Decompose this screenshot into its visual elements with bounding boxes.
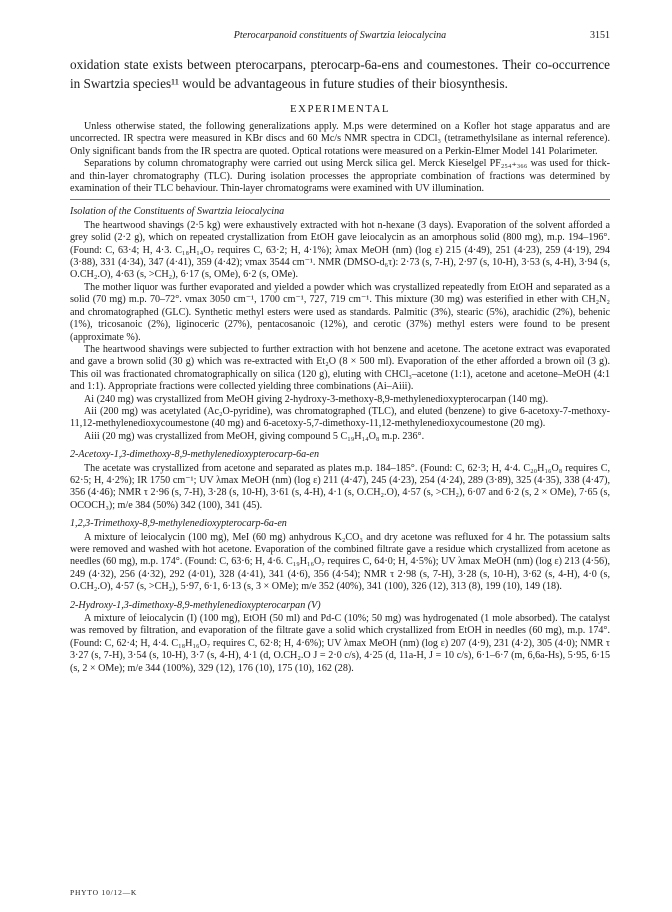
section-title-experimental: EXPERIMENTAL — [290, 103, 390, 115]
isolation-paragraph: Aiii (20 mg) was crystallized from MeOH, giving compound 5 C₁₉H₁₄O₈ m.p. 236°. — [84, 430, 425, 442]
compound-heading-acetate: 2-Acetoxy-1,3-dimethoxy-8,9-methylenedioxypterocarp-6a-en — [70, 449, 320, 461]
isolation-paragraph: Aii (200 mg) was acetylated (Ac₂O-pyridine), was chromatographed (TLC), and eluted (benzene) to give 6-acetoxy-7-methoxy-11,12-methylenedioxycoumestone (40 mg) and 6-acetoxy-5,7-dimethoxy-11,12-methylenedioxycoumestone (20 mg). — [70, 405, 610, 430]
footer-code: PHYTO 10/12—K — [70, 888, 138, 897]
compound-heading-pterocarpan: 2-Hydroxy-1,3-dimethoxy-8,9-methylenedioxypterocarpan (V) — [70, 599, 321, 611]
isolation-heading: Isolation of the Constituents of Swartzia leiocalycina — [70, 206, 285, 218]
journal-page — [70, 30, 610, 900]
page-number: 3151 — [590, 30, 610, 41]
running-title: Pterocarpanoid constituents of Swartzia leiocalycina — [233, 30, 447, 41]
separations-paragraph: Separations by column chromatography were carried out using Merck silica gel. Merck Kieselgel PF₂₅₄₊₃₆₆ was used for thick- and thin-layer chromatography (TLC). During isolation processes the appropriate combination of fractions was determined by examination of their TLC behaviour. Thin-layer chromatograms were examined with UV illumination. — [70, 158, 610, 195]
intro-paragraph: oxidation state exists between pterocarpans, pterocarp-6a-ens and coumestones. Their co-occurrence in Swartzia species¹¹ would be advantageous in future studies of their biosynthesis. — [70, 57, 610, 91]
compound-paragraph-pterocarpan: A mixture of leiocalycin (I) (100 mg), EtOH (50 ml) and Pd-C (10%; 50 mg) was hydrogenated (1 mole absorbed). The catalyst was removed by filtration, and evaporation of the filtrate gave a solid which crystallized from EtOH in needles (60 mg), m.p. 174°. (Found: C, 62·4; H, 4·4. C₁₈H₁₆O₇ requires C, 62·8; H, 4·6%); UV λmax MeOH (nm) (log ε) 207 (4·9), 231 (4·2), 305 (4·0); NMR τ 3·27 (s, 7-H), 3·54 (s, 10-H), 3·7 (s, 4-H), 4·1 (d, O.CH₂.O J = 2·0 c/s), 4·25 (d, 11a-H, J = 10 c/s), 6·1–6·7 (m, 6,6a-Hs), 5·95, 6·15 (s, 2 × OMe); m/e 344 (100%), 329 (12), 176 (10), 175 (10), 162 (28). — [70, 613, 610, 674]
isolation-paragraph: The mother liquor was further evaporated and yielded a powder which was crystallized repeatedly from EtOH and separated as a solid (70 mg) m.p. 70–72°. νmax 3050 cm⁻¹, 1700 cm⁻¹, 727, 719 cm⁻¹. This mixture (30 mg) was esterified in ether with CH₂N₂ and chromatographed (GLC). Synthetic methyl esters were used as standards. Palmitic (3%), stearic (5%), arachidic (2%), behenic (1%), tricosanoic (2%), liginoceric (27%), pentacosanoic (12%), and cerotic (37%) methyl esters were found to be present (approximate %). — [70, 281, 610, 343]
isolation-paragraph: Ai (240 mg) was crystallized from MeOH giving 2-hydroxy-3-methoxy-8,9-methylenedioxypterocarpan (140 mg). — [84, 393, 549, 405]
general-methods-paragraph: Unless otherwise stated, the following generalizations apply. M.ps were determined on a Kofler hot stage apparatus and are uncorrected. IR spectra were measured in KBr discs and 60 Mc/s NMR spectra in CDCl₃ (tetramethylsilane as internal reference). Only significant bands from the IR spectra are quoted. Optical rotations were measured on a Perkin-Elmer Model 141 Polarimeter. — [70, 121, 610, 157]
section-divider — [70, 199, 610, 200]
isolation-paragraph: The heartwood shavings (2·5 kg) were exhaustively extracted with hot n-hexane (3 days). Evaporation of the solvent afforded a grey solid (2·2 g), which on repeated crystallization from EtOH gave leiocalycin as an amorphous solid (800 mg), m.p. 194–196°. (Found: C, 63·4; H, 4·3. C₁₈H₁₄O₇ requires C, 63·2; H, 4·1%); λmax MeOH (nm) (log ε) 215 (4·49), 251 (4·23), 259 (4·19), 294 (3·88), 331 (4·34), 347 (4·41), 359 (4·42); νmax 3544 cm⁻¹. NMR (DMSO-d₆τ): 2·73 (s, 7-H), 2·97 (s, 10-H), 3·53 (s, 4-H), 3·94 (s, O.CH₂.O), 4·63 (s, >CH₂), 6·17 (s, OMe), 6·2 (s, OMe). — [70, 219, 610, 281]
compound-paragraph-trimethoxy: A mixture of leiocalycin (100 mg), MeI (60 mg) anhydrous K₂CO₃ and dry acetone was refluxed for 4 hr. The potassium salts were removed and washed with hot acetone. Evaporation of the combined filtrate gave a residue which crystallized from acetone as needles (60 mg), m.p. 174°. (Found: C, 63·6; H, 4·6. C₁₉H₁₆O₇ requires C, 64·0; H, 4·5%); UV λmax MeOH (nm) (log ε) 213 (4·56), 249 (4·32), 256 (4·32), 292 (4·01), 328 (4·41), 341 (4·6), 356 (4·54); NMR τ 2·98 (s, 7-H), 3·28 (s, 10-H), 3·62 (s, 4-H), 4·0 (s, O.CH₂.O), 4·57 (s, >CH₂), 5·97, 6·1, 6·13 (s, 3 × OMe); m/e 352 (40%), 341 (100), 326 (12), 313 (8), 199 (10), 149 (18). — [70, 531, 610, 593]
compound-heading-trimethoxy: 1,2,3-Trimethoxy-8,9-methylenedioxypterocarp-6a-en — [70, 518, 287, 530]
running-header — [70, 30, 610, 48]
isolation-paragraph: The heartwood shavings were subjected to further extraction with hot benzene and acetone. The acetone extract was evaporated and gave a brown solid (30 g) which was re-extracted with Et₂O (8 × 500 ml). Evaporation of the ether afforded a brown oil (3 g). This oil was fractionated chromatographically on silica (120 g), eluting with CHCl₃–acetone (1:1), acetone and acetone–MeOH (4:1 and 1:1). Appropriate fractions were collected yielding three combinations (Ai–Aiii). — [70, 343, 610, 393]
compound-paragraph-acetate: The acetate was crystallized from acetone and separated as plates m.p. 184–185°. (Found: C, 62·3; H, 4·4. C₂₀H₁₆O₈ requires C, 62·5; H, 4·2%); IR 1750 cm⁻¹; UV λmax MeOH (nm) (log ε) 211 (4·47), 245 (4·23), 254 (4·24), 289 (3·89), 325 (4·35), 338 (4·47), 356 (4·46); NMR τ 2·96 (s, 7-H), 3·28 (s, 10-H), 3·61 (s, 4-H), 4·1 (s, O.CH₂.O), 4·57 (s, >CH₂), 6·07 and 6·2 (s, 2 × OMe), 7·65 (s, OCOCH₃); m/e 384 (50%) 342 (100), 341 (45). — [70, 462, 610, 511]
